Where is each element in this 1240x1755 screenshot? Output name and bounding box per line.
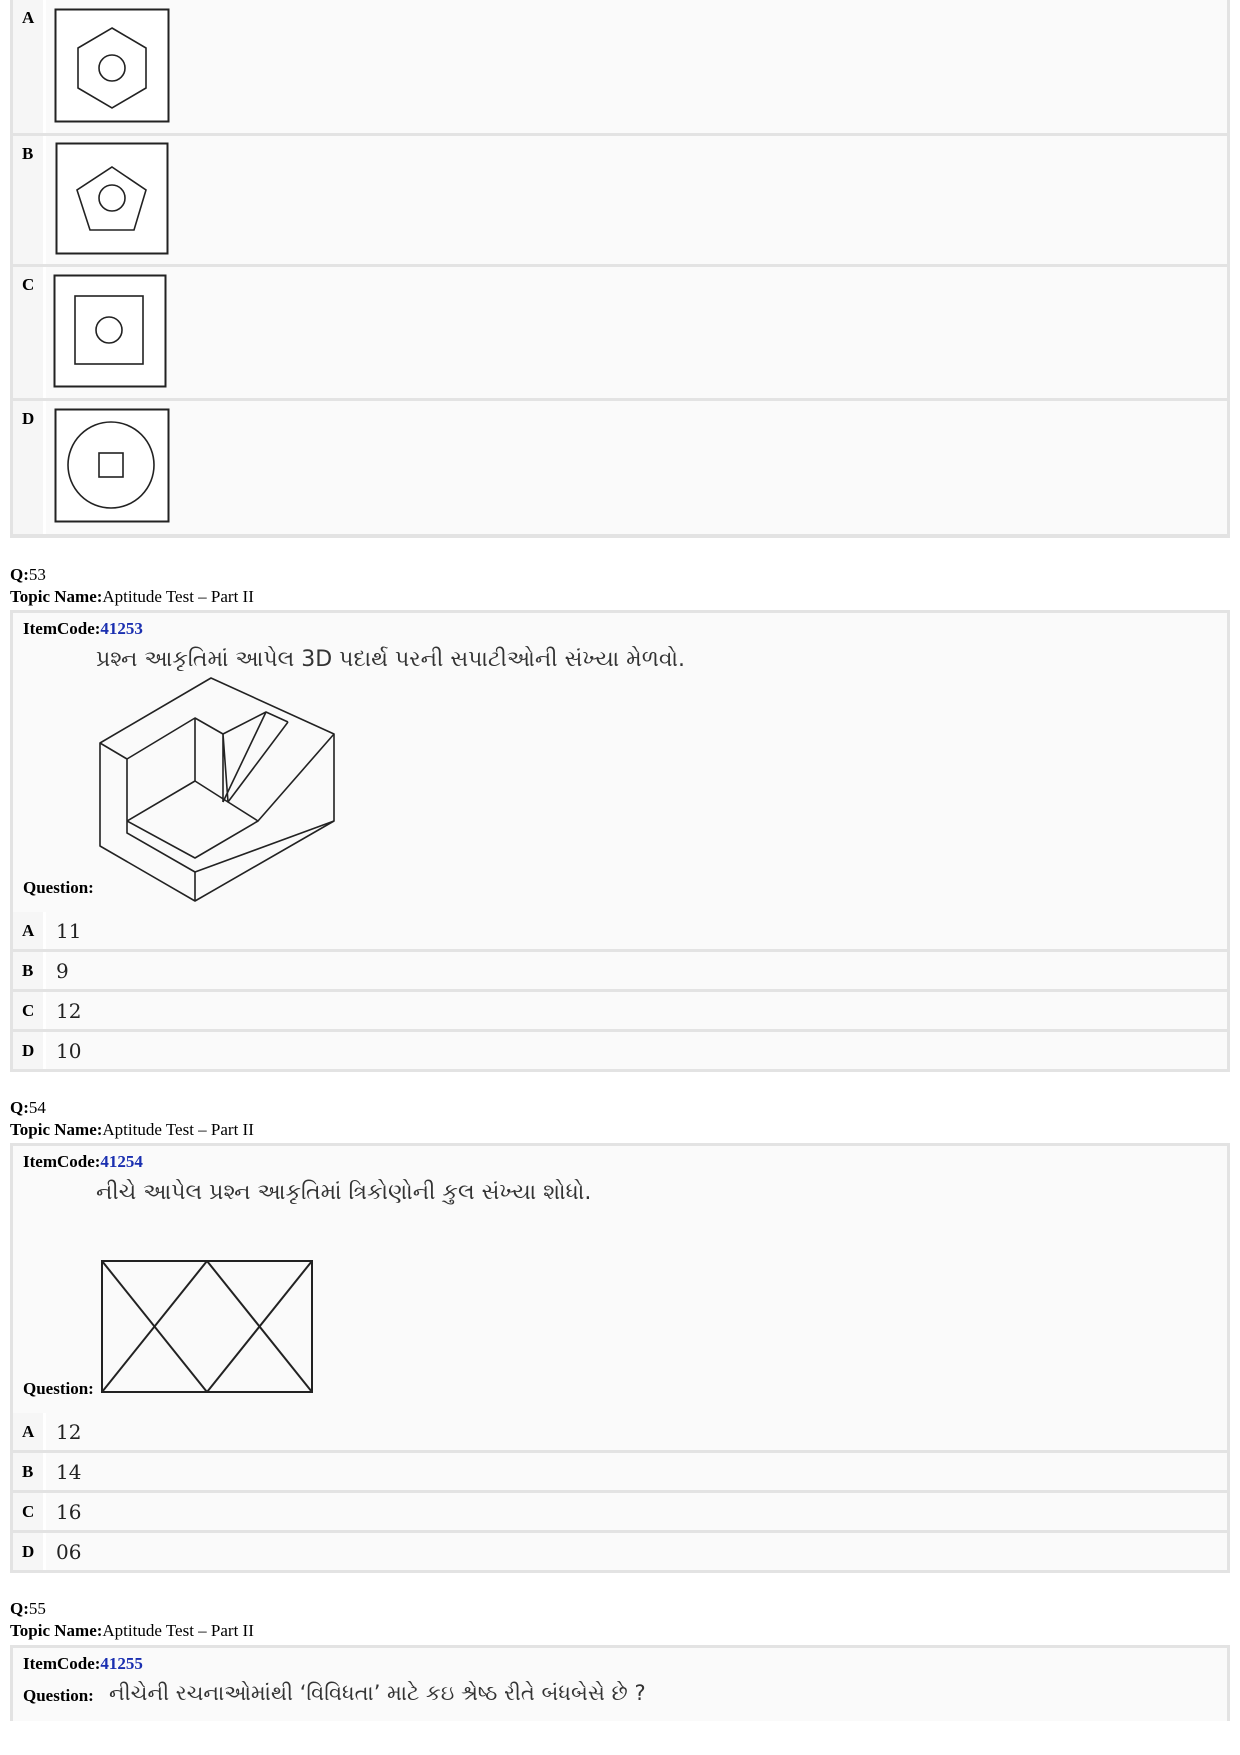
option-row-c[interactable] [13,267,1227,398]
itemcode-label: ItemCode: [23,1654,101,1673]
q53-options-table [10,912,1230,1072]
question-inner [13,1146,1227,1413]
topic-name: Aptitude Test – Part II [102,1120,254,1139]
question-body-54 [10,1143,1230,1413]
question-header-53 [10,564,254,608]
option-body [46,136,1227,264]
question-text: નીચે આપેલ પ્રશ્ન આકૃતિમાં ત્રિકોણોની કુલ સંખ્યા શોધો. [96,1180,592,1205]
question-inner [13,1648,1227,1721]
option-body [46,952,1227,989]
option-body [46,267,1227,398]
question-text: નીચેની રચનાઓમાંથી ‘વિવિધતા’ માટે કઇ શ્રેષ્ઠ રીતે બંધબેસે છે ? [109,1681,646,1705]
itemcode [23,1654,143,1674]
question-inner [13,613,1227,912]
option-value: 12 [56,1419,82,1444]
q-number: 54 [28,1098,46,1117]
option-row-d[interactable] [13,401,1227,534]
question-label: Question: [23,1686,94,1705]
option-value: 9 [56,958,69,983]
option-row-b[interactable] [13,952,1227,989]
circle-square-figure [54,408,170,524]
option-value: 16 [56,1499,82,1524]
pentagon-circle-figure [55,142,169,256]
square-circle-figure [53,274,167,388]
option-value: 06 [56,1539,82,1564]
option-row-a[interactable] [13,0,1227,133]
option-row-b[interactable] [13,136,1227,264]
3d-object-figure [98,678,338,908]
topic-name: Aptitude Test – Part II [102,1621,254,1640]
option-value: 14 [56,1459,82,1484]
option-body [46,1493,1227,1530]
option-body [46,1413,1227,1450]
option-letter: C [13,992,43,1029]
q-label: Q: [10,565,29,584]
option-row-b[interactable] [13,1453,1227,1490]
option-row-d[interactable] [13,1032,1227,1069]
itemcode-value: 41253 [100,619,143,638]
q-label: Q: [10,1098,29,1117]
itemcode [23,1152,143,1172]
topic-label: Topic Name: [10,1621,103,1640]
option-body [46,0,1227,133]
option-letter: D [13,401,43,534]
q-number: 55 [28,1599,46,1618]
option-letter: D [13,1032,43,1069]
option-letter: C [13,267,43,398]
question-label: Question: [23,878,94,897]
option-row-c[interactable] [13,992,1227,1029]
rectangle-triangles-figure [101,1260,315,1394]
option-row-c[interactable] [13,1493,1227,1530]
option-value: 11 [56,918,82,943]
question-body-53 [10,610,1230,912]
option-value: 10 [56,1038,82,1063]
option-letter: B [13,136,43,264]
itemcode-value: 41255 [100,1654,143,1673]
hexagon-circle-figure [54,8,170,124]
q52-options-table [10,0,1230,538]
option-body [46,1453,1227,1490]
option-body [46,912,1227,949]
option-letter: B [13,952,43,989]
q-number: 53 [28,565,46,584]
option-row-a[interactable] [13,1413,1227,1450]
option-letter: C [13,1493,43,1530]
itemcode-label: ItemCode: [23,1152,101,1171]
option-body [46,401,1227,534]
option-letter: A [13,1413,43,1450]
topic-label: Topic Name: [10,1120,103,1139]
option-row-d[interactable] [13,1533,1227,1570]
option-letter: A [13,0,43,133]
option-letter: A [13,912,43,949]
option-body [46,1533,1227,1570]
question-header-55 [10,1598,254,1642]
question-text: પ્રશ્ન આકૃતિમાં આપેલ 3D પદાર્થ પરની સપાટીઓની સંખ્યા મેળવો. [96,647,686,672]
option-body [46,1032,1227,1069]
question-header-54 [10,1097,254,1141]
topic-label: Topic Name: [10,587,103,606]
question-body-55 [10,1645,1230,1721]
itemcode-value: 41254 [100,1152,143,1171]
question-label: Question: [23,1379,94,1398]
itemcode-label: ItemCode: [23,619,101,638]
q-label: Q: [10,1599,29,1618]
itemcode [23,619,143,639]
option-value: 12 [56,998,82,1023]
option-row-a[interactable] [13,912,1227,949]
option-letter: B [13,1453,43,1490]
option-body [46,992,1227,1029]
option-letter: D [13,1533,43,1570]
q54-options-table [10,1413,1230,1573]
topic-name: Aptitude Test – Part II [102,587,254,606]
